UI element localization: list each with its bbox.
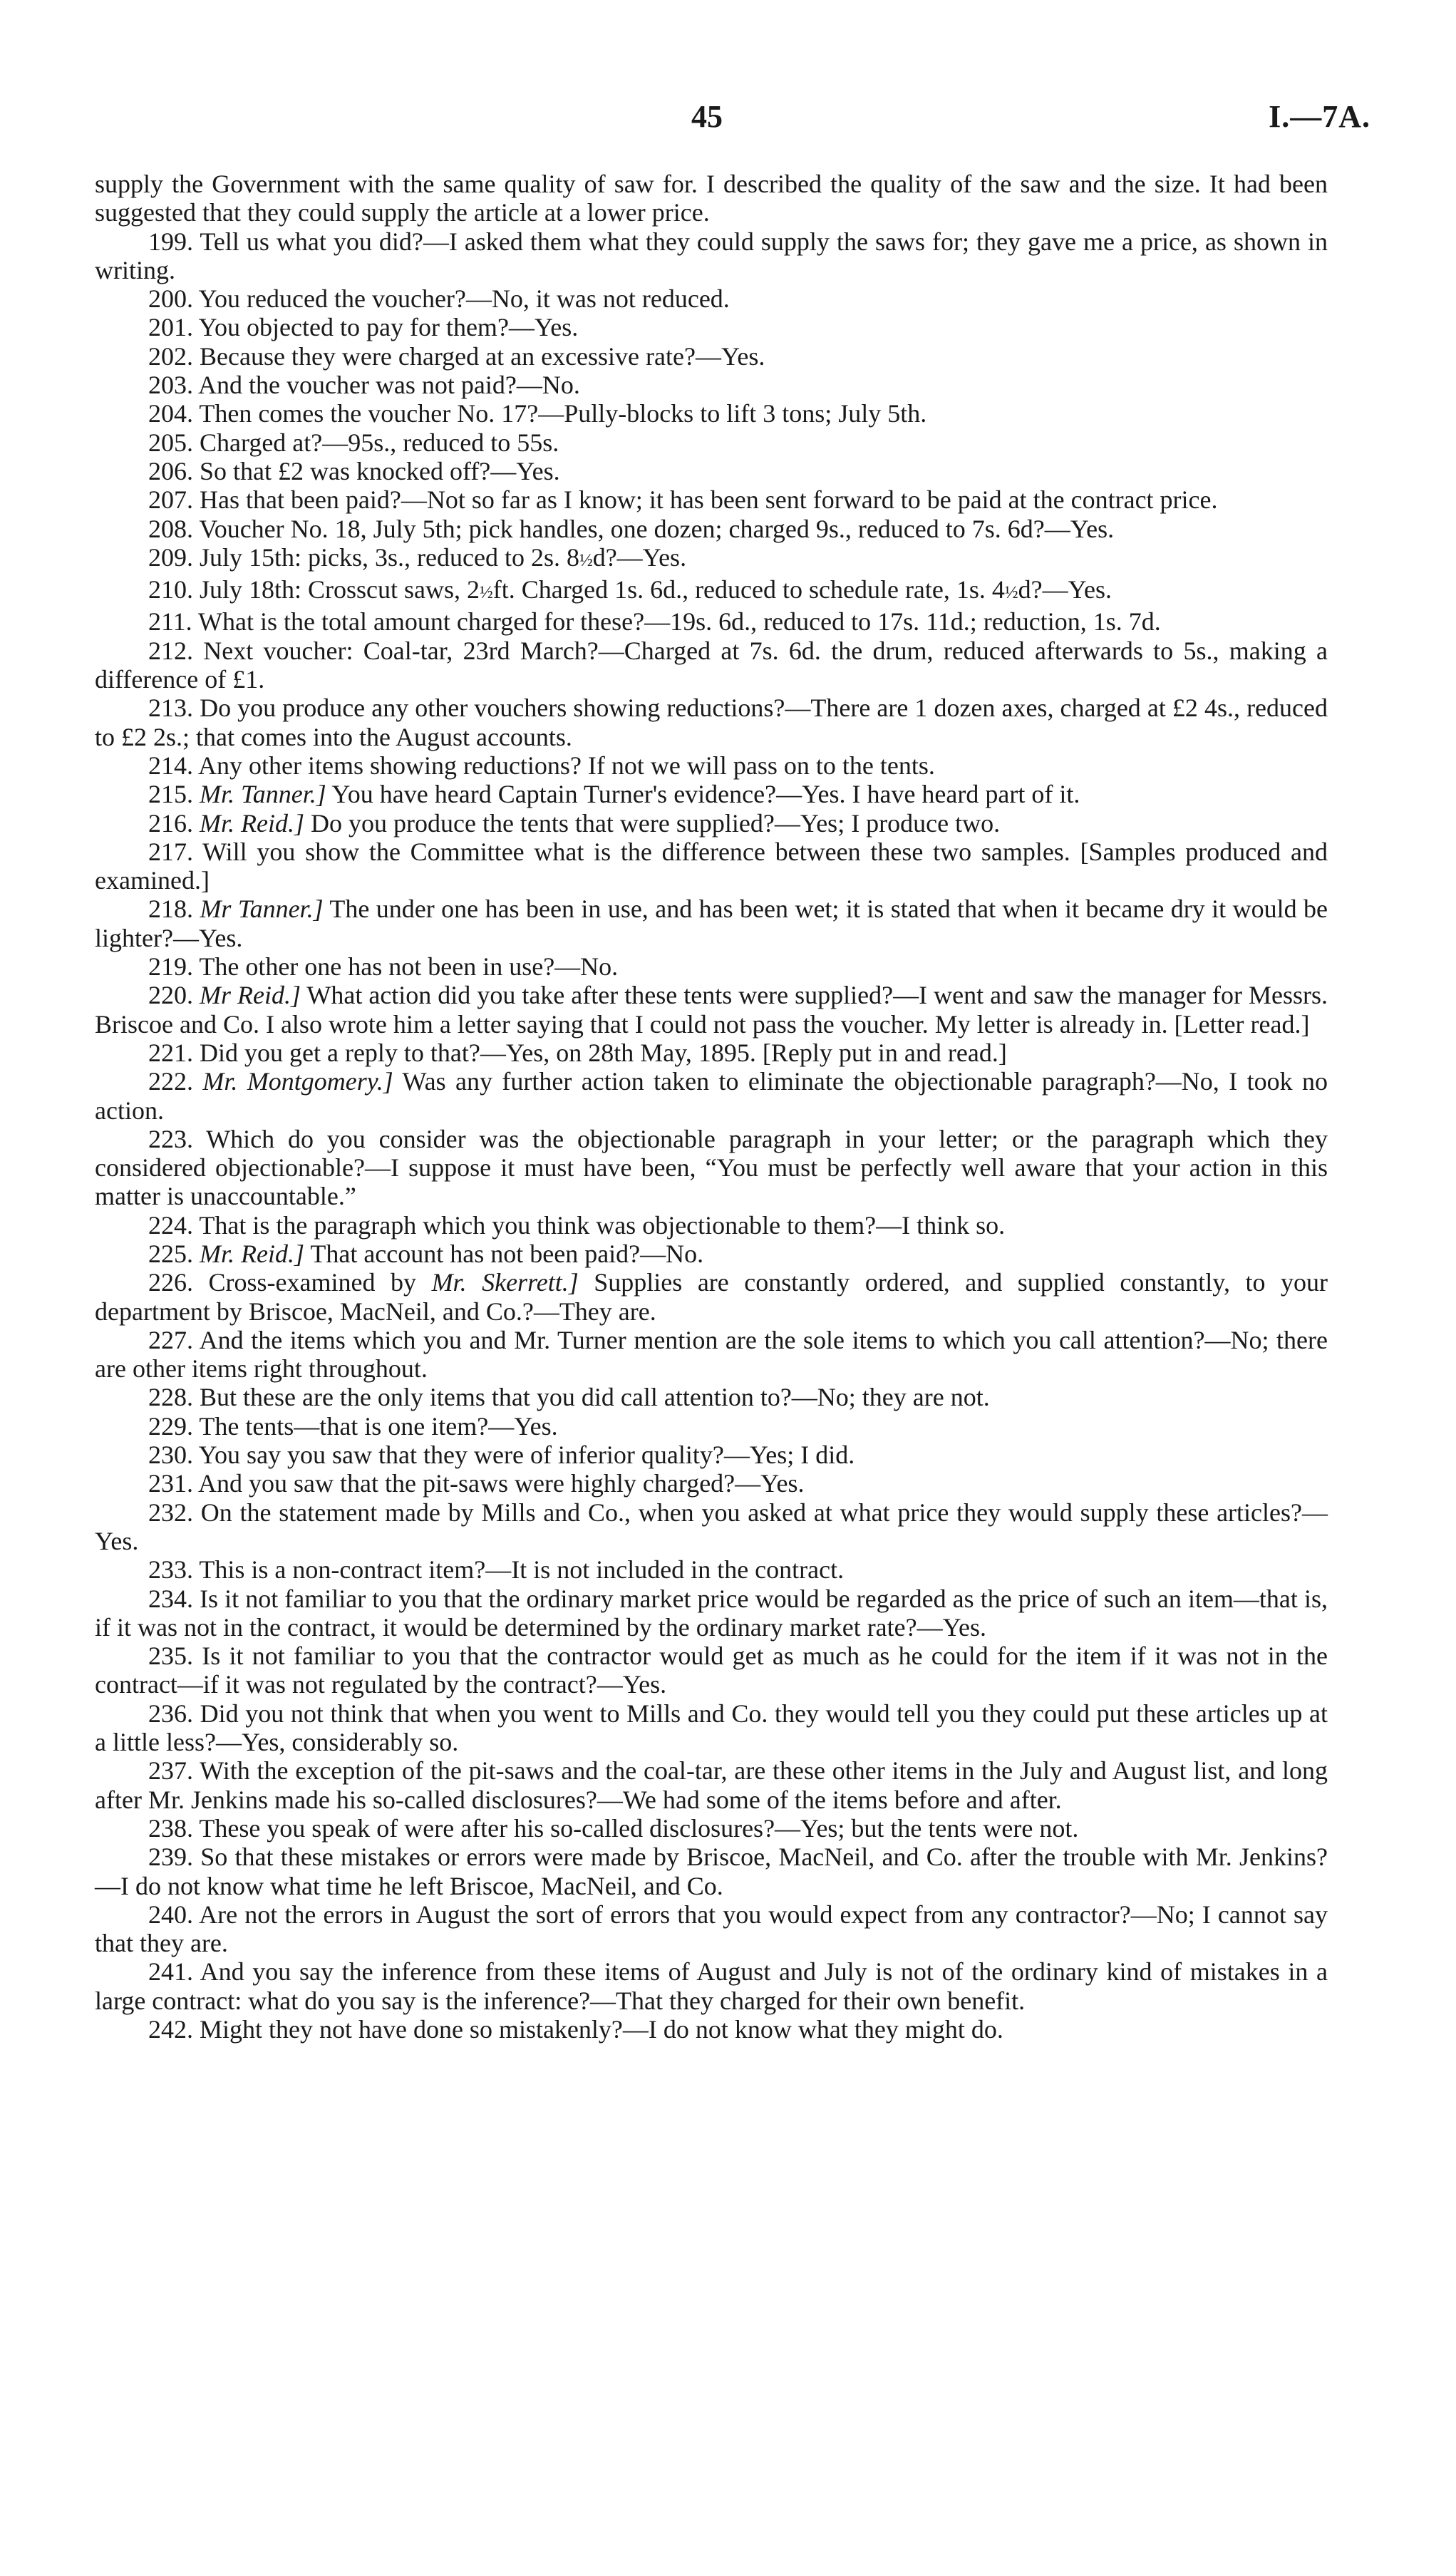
question-231: 231. And you saw that the pit-saws were highly charged?—Yes. [148, 1469, 805, 1498]
question-215 [95, 780, 1328, 808]
text-segment: You have heard Captain Turner's evidence?—Yes. I have heard part of it. [326, 780, 1080, 809]
question-227: 227. And the items which you and Mr. Turner mention are the sole items to which you call attention?—No; there are other items right throughout. [95, 1325, 1328, 1384]
question-220 [95, 981, 1328, 1039]
question-203: 203. And the voucher was not paid?—No. [148, 371, 580, 400]
fraction-half: ½ [480, 583, 493, 603]
fraction-half: ½ [1004, 583, 1018, 603]
text-segment: Was any further action taken to eliminate the objectionable paragraph?—No, I took no action. [95, 1067, 1328, 1125]
paper-reference: I.—7A. [1269, 99, 1370, 134]
question-219: 219. The other one has not been in use?—No. [148, 952, 619, 982]
question-235: 235. Is it not familiar to you that the contractor would get as much as he could for the item if it was not in the contract—if it was not regulated by the contract?—Yes. [95, 1642, 1328, 1699]
question-210 [95, 575, 1328, 607]
text-segment: d?—Yes. [1018, 575, 1112, 604]
question-201: 201. You objected to pay for them?—Yes. [148, 313, 579, 342]
question-226 [95, 1268, 1328, 1326]
question-230: 230. You say you saw that they were of inferior quality?—Yes; I did. [148, 1441, 855, 1470]
question-218 [95, 895, 1328, 952]
question-242: 242. Might they not have done so mistakenly?—I do not know what they might do. [148, 2015, 1003, 2044]
question-236: 236. Did you not think that when you went to Mills and Co. they would tell you they could put these articles up at a little less?—Yes, considerably so. [95, 1699, 1328, 1757]
document-body [95, 170, 1328, 2044]
question-240: 240. Are not the errors in August the sort of errors that you would expect from any contractor?—No; I cannot say that they are. [95, 1900, 1328, 1958]
question-238: 238. These you speak of were after his so-called disclosures?—Yes; but the tents were not. [148, 1813, 1079, 1843]
text-segment: 220. [148, 981, 200, 1010]
speaker-label: Mr. Montgomery.] [202, 1067, 393, 1096]
question-206: 206. So that £2 was knocked off?—Yes. [148, 456, 560, 485]
question-213: 213. Do you produce any other vouchers showing reductions?—There are 1 dozen axes, charged at £2 4s., reduced to £2 2s.; that comes into the August accounts. [95, 694, 1328, 751]
question-241: 241. And you say the inference from these items of August and July is not of the ordinary kind of mistakes in a large contract: what do you say is the inference?—That they charged for their own benefit. [95, 1957, 1328, 2015]
question-217: 217. Will you show the Committee what is the difference between these two samples. [Samples produced and examined.] [95, 837, 1328, 895]
question-234: 234. Is it not familiar to you that the ordinary market price would be regarded as the price of such an item—that is, if it was not in the contract, it would be determined by the ordinary market rate?—Yes. [95, 1584, 1328, 1642]
text-segment: ft. Charged 1s. 6d., reduced to schedule rate, 1s. 4 [492, 575, 1005, 604]
question-224: 224. That is the paragraph which you think was objectionable to them?—I think so. [148, 1210, 1006, 1240]
text-segment: 216. [148, 808, 200, 838]
text-segment: Do you produce the tents that were supplied?—Yes; I produce two. [304, 808, 1001, 838]
paragraph-continuation: supply the Government with the same quality of saw for. I described the quality of the saw and the size. It had been suggested that they could supply the article at a lower price. [95, 170, 1328, 227]
speaker-label: Mr Reid.] [200, 981, 301, 1010]
text-segment: What action did you take after these tents were supplied?—I went and saw the manager for Messrs. Briscoe and Co. I also wrote him a letter saying that I could not pass the voucher. My letter is already in. [Letter read.] [95, 981, 1328, 1039]
question-209 [95, 543, 1328, 575]
question-214: 214. Any other items showing reductions? If not we will pass on to the tents. [148, 751, 935, 780]
text-segment: 226. Cross-examined by [148, 1268, 432, 1297]
text-segment: That account has not been paid?—No. [304, 1239, 704, 1268]
text-segment: 218. [148, 895, 200, 924]
question-233: 233. This is a non-contract item?—It is not included in the contract. [148, 1555, 845, 1585]
question-239: 239. So that these mistakes or errors were made by Briscoe, MacNeil, and Co. after the trouble with Mr. Jenkins?—I do not know what time he left Briscoe, MacNeil, and Co. [95, 1843, 1328, 1900]
text-segment: 210. July 18th: Crosscut saws, 2 [148, 575, 480, 604]
speaker-label: Mr. Reid.] [200, 1239, 304, 1268]
question-207: 207. Has that been paid?—Not so far as I know; it has been sent forward to be paid at the contract price. [148, 485, 1218, 515]
question-204: 204. Then comes the voucher No. 17?—Pully-blocks to lift 3 tons; July 5th. [148, 399, 927, 428]
speaker-label: Mr. Tanner.] [200, 780, 326, 809]
text-segment: d?—Yes. [592, 542, 687, 572]
question-223: 223. Which do you consider was the objectionable paragraph in your letter; or the paragraph which they considered objectionable?—I suppose it must have been, “You must be perfectly well aware that your action in this matter is unaccountable.” [95, 1124, 1328, 1211]
text-segment: The under one has been in use, and has been wet; it is stated that when it became dry it would be lighter?—Yes. [95, 895, 1328, 952]
question-232: 232. On the statement made by Mills and Co., when you asked at what price they would supply these articles?—Yes. [95, 1498, 1328, 1555]
question-222 [95, 1067, 1328, 1125]
page-number: 45 [691, 99, 723, 134]
question-199: 199. Tell us what you did?—I asked them what they could supply the saws for; they gave me a price, as shown in writing. [95, 227, 1328, 284]
question-237: 237. With the exception of the pit-saws and the coal-tar, are these other items in the July and August list, and long after Mr. Jenkins made his so-called disclosures?—We had some of the items before and after. [95, 1756, 1328, 1814]
speaker-label: Mr. Reid.] [200, 808, 304, 838]
question-221: 221. Did you get a reply to that?—Yes, on 28th May, 1895. [Reply put in and read.] [148, 1038, 1007, 1067]
speaker-label: Mr. Skerrett.] [431, 1268, 579, 1297]
speaker-label: Mr Tanner.] [200, 895, 324, 924]
text-segment: 222. [148, 1067, 203, 1096]
question-229: 229. The tents—that is one item?—Yes. [148, 1411, 558, 1441]
text-segment: 215. [148, 780, 200, 809]
question-225 [95, 1240, 1328, 1268]
question-202: 202. Because they were charged at an excessive rate?—Yes. [148, 341, 765, 371]
question-216 [95, 809, 1328, 838]
question-208: 208. Voucher No. 18, July 5th; pick handles, one dozen; charged 9s., reduced to 7s. 6d?—Yes. [148, 514, 1115, 543]
text-segment: 209. July 15th: picks, 3s., reduced to 2s. 8 [148, 542, 579, 572]
question-211: 211. What is the total amount charged for these?—19s. 6d., reduced to 17s. 11d.; reduction, 1s. 7d. [148, 607, 1161, 637]
question-200: 200. You reduced the voucher?—No, it was not reduced. [148, 284, 730, 314]
fraction-half: ½ [579, 550, 593, 570]
question-212: 212. Next voucher: Coal-tar, 23rd March?—Charged at 7s. 6d. the drum, reduced afterwards to 5s., making a difference of £1. [95, 636, 1328, 694]
text-segment: Supplies are constantly ordered, and supplied constantly, to your department by Briscoe, MacNeil, and Co.?—They are. [95, 1268, 1328, 1326]
question-228: 228. But these are the only items that you did call attention to?—No; they are not. [148, 1383, 990, 1412]
text-segment: 225. [148, 1239, 200, 1268]
question-205: 205. Charged at?—95s., reduced to 55s. [148, 428, 559, 457]
